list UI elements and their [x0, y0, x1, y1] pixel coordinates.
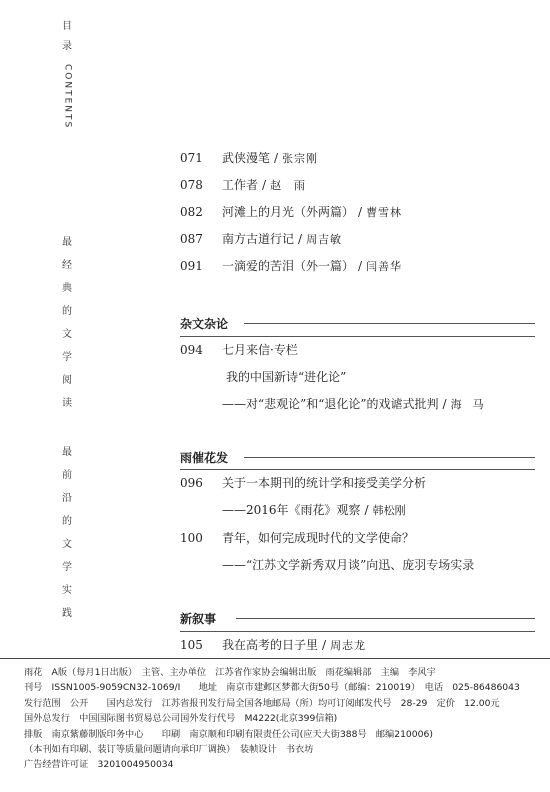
- colophon-line: （本刊如有印刷、装订等质量问题请向承印厂调换） 装帧设计 书衣坊: [24, 743, 314, 755]
- page-number: 091: [180, 259, 203, 273]
- section-divider: [180, 469, 535, 470]
- separator: /: [364, 503, 369, 517]
- colophon-line: 广告经营许可证 3201004950034: [24, 759, 174, 771]
- entry-author: 赵 雨: [270, 179, 307, 192]
- toc-entry[interactable]: [180, 341, 298, 358]
- entry-title: 一滴爱的苦泪（外一篇）: [222, 259, 355, 273]
- page-number: 071: [180, 151, 203, 165]
- slogan-char: 经: [62, 260, 72, 271]
- colophon-line: 排版 南京紫藤制版印务中心 印刷 南京顺和印刷有限责任公司(应天大街388号 邮编210006): [24, 728, 433, 740]
- toc-entry[interactable]: [180, 176, 306, 193]
- page-number: 094: [180, 343, 203, 357]
- toc-entry[interactable]: [180, 230, 342, 247]
- entry-title: 关于一本期刊的统计学和接受美学分析: [222, 476, 427, 490]
- slogan-char: 典: [62, 283, 72, 294]
- section-divider: [244, 457, 535, 458]
- entry-author: 海 马: [450, 398, 484, 411]
- toc-entry[interactable]: [180, 529, 414, 546]
- separator: /: [442, 397, 447, 411]
- separator: /: [358, 205, 363, 219]
- footer-divider: [0, 658, 550, 659]
- entry-title: 青年，如何完成现时代的文学使命？: [222, 531, 415, 545]
- page-number: 100: [180, 531, 203, 545]
- slogan-char: 的: [62, 306, 72, 317]
- toc-entry[interactable]: [180, 636, 366, 653]
- entry-subtitle: ——对“悲观论”和“退化论”的戏谑式批判: [222, 397, 439, 411]
- slogan-char: 文: [62, 329, 72, 340]
- separator: /: [358, 259, 363, 273]
- section-divider: [180, 336, 535, 337]
- sidebar-contents-label: CONTENTS: [62, 64, 73, 130]
- slogan-char: 沿: [62, 493, 72, 504]
- entry-author: 周吉敏: [306, 233, 343, 246]
- page-number: 082: [180, 205, 203, 219]
- sidebar-mulu-char: 目: [62, 21, 72, 32]
- section-heading: 雨催花发: [180, 451, 229, 465]
- sidebar-slogan-practice: [62, 448, 72, 632]
- toc-entry[interactable]: [180, 203, 402, 220]
- slogan-char: 学: [62, 352, 72, 363]
- slogan-char: 学: [62, 562, 72, 573]
- slogan-char: 实: [62, 585, 72, 596]
- slogan-char: 文: [62, 539, 72, 550]
- entry-subtitle-line: [222, 395, 484, 412]
- toc-entry[interactable]: [180, 149, 318, 166]
- section-divider: [236, 618, 535, 619]
- section-divider: [244, 323, 535, 324]
- colophon-line: 刊号 ISSN1005-9059CN32-1069/I 地址 南京市建邺区梦都大街50号（邮编：210019） 电话 025-86486043: [24, 682, 520, 694]
- slogan-char: 最: [62, 237, 72, 248]
- toc-entry[interactable]: [180, 474, 426, 491]
- page-number: 087: [180, 232, 203, 246]
- page-number: 096: [180, 476, 203, 490]
- sidebar-slogan-reading: [62, 238, 72, 422]
- entry-subtitle: ——“江苏文学新秀双月谈”向迅、庞羽专场实录: [222, 558, 475, 572]
- toc-entry[interactable]: [180, 257, 402, 274]
- entry-title: 武侠漫笔: [222, 151, 271, 165]
- section-divider: [180, 631, 535, 632]
- colophon-line: 雨花 A版（每月1日出版） 主管、主办单位 江苏省作家协会编辑出版 雨花编辑部 主编 李风宇: [24, 667, 436, 678]
- section-heading: 新叙事: [180, 612, 217, 626]
- separator: /: [274, 151, 279, 165]
- entry-title: 河滩上的月光（外两篇）: [222, 205, 355, 219]
- separator: /: [262, 178, 267, 192]
- slogan-char: 践: [62, 608, 72, 619]
- slogan-char: 的: [62, 516, 72, 527]
- entry-author: 曹雪林: [366, 206, 403, 219]
- separator: /: [298, 232, 303, 246]
- separator: /: [322, 638, 327, 652]
- colophon-line: 发行范围 公开 国内总发行 江苏省报刊发行局全国各地邮局（所）均可订阅邮发代号 28-29 定价 12.00元: [24, 697, 500, 709]
- entry-title: 我在高考的日子里: [222, 638, 319, 652]
- sidebar-mulu-char: 录: [62, 41, 72, 52]
- page-number: 078: [180, 178, 203, 192]
- page-number: 105: [180, 638, 203, 652]
- slogan-char: 最: [62, 447, 72, 458]
- section-heading: 杂文杂论: [180, 317, 229, 331]
- entry-subtitle: 我的中国新诗“进化论”: [226, 370, 347, 384]
- entry-author: 韩松刚: [372, 504, 406, 517]
- entry-title: 工作者: [222, 178, 259, 192]
- entry-subtitle-line: [222, 501, 406, 518]
- entry-title: 七月来信·专栏: [222, 343, 298, 357]
- entry-title: 南方古道行记: [222, 232, 295, 246]
- entry-author: 周志龙: [330, 639, 367, 652]
- slogan-char: 阅: [62, 375, 72, 386]
- slogan-char: 前: [62, 470, 72, 481]
- sidebar-title: [62, 22, 72, 129]
- colophon-line: 国外总发行 中国国际图书贸易总公司国外发行代号 M4222(北京399信箱): [24, 713, 338, 725]
- entry-subtitle: ——2016年《雨花》观察: [222, 503, 361, 517]
- entry-author: 张宗刚: [282, 152, 319, 165]
- colophon: [24, 665, 520, 773]
- slogan-char: 读: [62, 398, 72, 409]
- entry-author: 闫善华: [366, 260, 403, 273]
